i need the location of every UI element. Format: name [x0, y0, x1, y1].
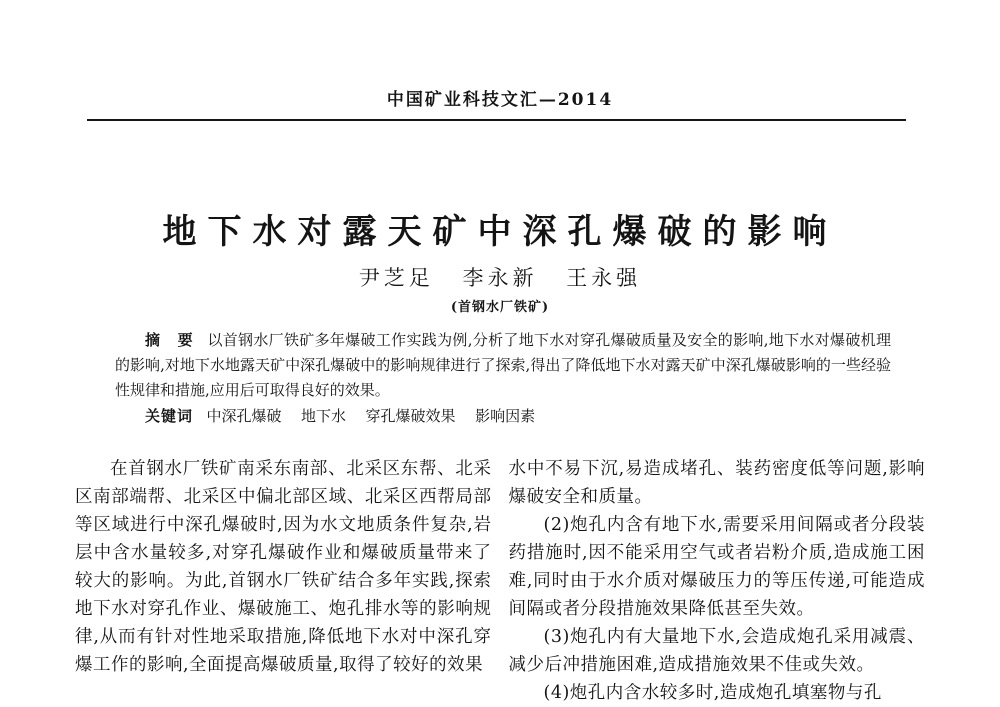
- keyword: 穿孔爆破效果: [365, 407, 456, 425]
- right-column: [508, 455, 926, 703]
- abstract-text: 以首钢水厂铁矿多年爆破工作实践为例,分析了地下水对穿孔爆破质量及安全的影响,地下水对爆破机理的影响,对地下水地露天矿中深孔爆破中的影响规律进行了探索,得出了降低地下水对露天矿中深孔爆破影响的一些经验性规律和措施,应用后可取得良好的效果。: [115, 331, 891, 399]
- author-affiliation: (首钢水厂铁矿): [450, 300, 550, 315]
- authors-line: [0, 262, 1000, 292]
- keyword: 中深孔爆破: [206, 407, 282, 425]
- header-divider-rule: [87, 119, 906, 121]
- author-name: 李永新: [462, 266, 538, 290]
- keywords-label: 关键词: [145, 407, 194, 425]
- keyword: 影响因素: [475, 407, 536, 425]
- body-paragraph: (3)炮孔内有大量地下水,会造成炮孔采用减震、减少后冲措施困难,造成措施效果不佳或失效。: [508, 627, 925, 675]
- article-title: 地下水对露天矿中深孔爆破的影响: [162, 211, 838, 252]
- author-name: 尹芝足: [358, 266, 434, 290]
- body-paragraph: 水中不易下沉,易造成堵孔、装药密度低等问题,影响爆破安全和质量。: [508, 459, 925, 507]
- abstract-label: 摘 要: [145, 331, 194, 349]
- keyword: 地下水: [301, 407, 347, 425]
- abstract-block: [115, 328, 891, 429]
- journal-header-title: 中国矿业科技文汇—2014: [386, 90, 614, 110]
- body-paragraph: (4)炮孔内含水较多时,造成炮孔填塞物与孔: [543, 683, 882, 703]
- body-paragraph: (2)炮孔内含有地下水,需要采用间隔或者分段装药措施时,因不能采用空气或者岩粉介质,造成施工困难,同时由于水介质对爆破压力的等压传递,可能造成间隔或者分段措施效果降低甚至失效。: [508, 515, 925, 619]
- body-paragraph: 在首钢水厂铁矿南采东南部、北采区东帮、北采区南部端帮、北采区中偏北部区域、北采区西帮局部等区域进行中深孔爆破时,因为水文地质条件复杂,岩层中含水量较多,对穿孔爆破作业和爆破质量带来了较大的影响。为此,首钢水厂铁矿结合多年实践,探索地下水对穿孔作业、爆破施工、炮孔排水等的影响规律,从而有针对性地采取措施,降低地下水对中深孔穿爆工作的影响,全面提高爆破质量,取得了较好的效果: [75, 459, 492, 675]
- abstract-paragraph: [115, 328, 891, 403]
- two-column-body: [75, 455, 925, 703]
- author-name: 王永强: [566, 266, 642, 290]
- keywords-line: [115, 404, 891, 429]
- left-column: [75, 455, 492, 690]
